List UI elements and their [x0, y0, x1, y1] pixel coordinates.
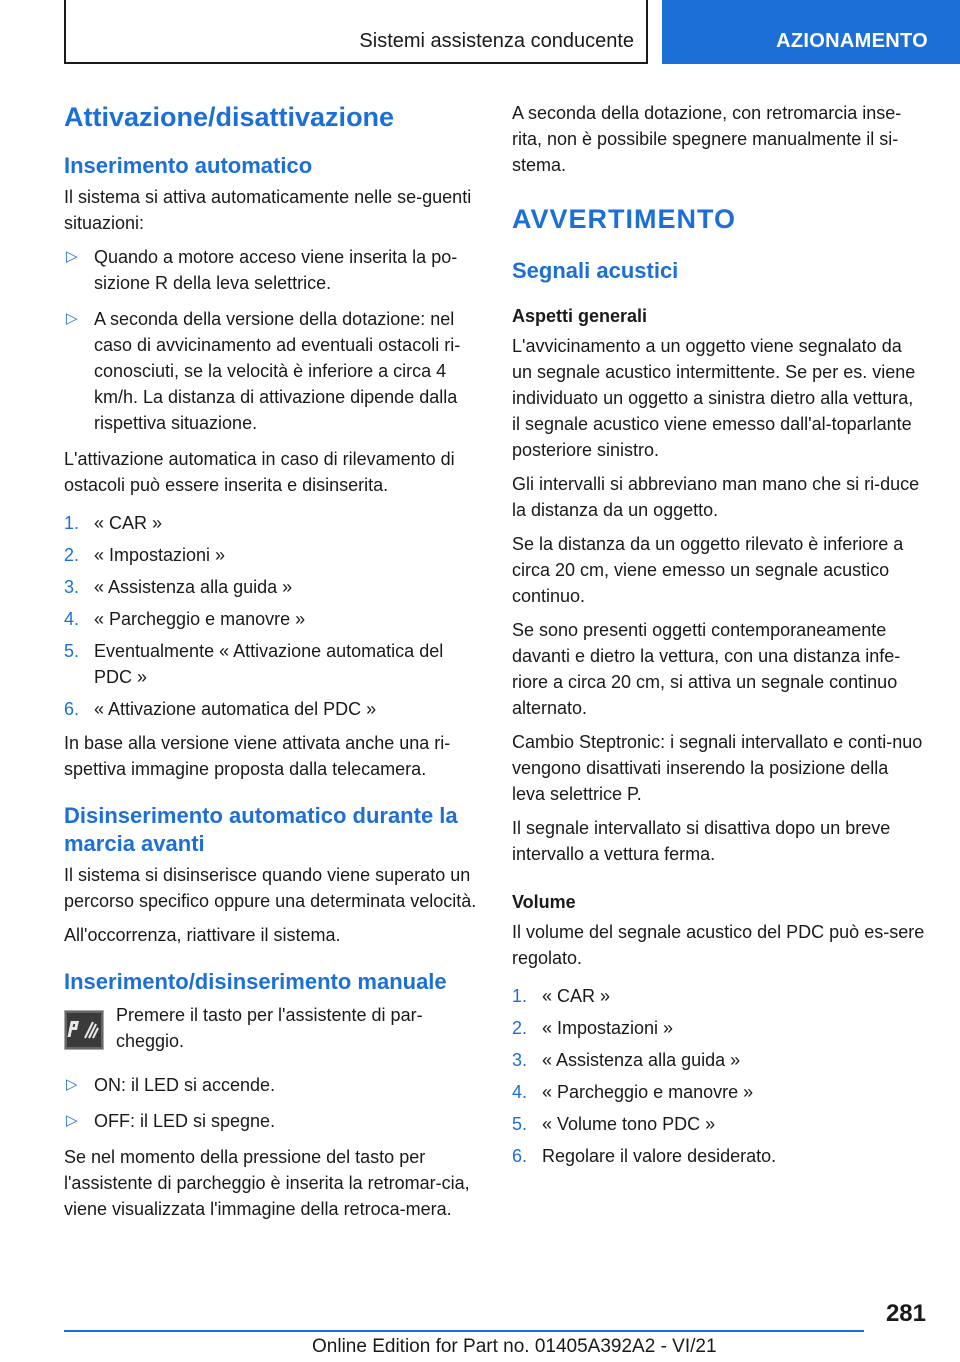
manual-heading: Inserimento/disinserimento manuale	[64, 969, 447, 994]
signals-paragraph: Se la distanza da un oggetto rilevato è inferiore a circa 20 cm, viene emesso un segnale acustico continuo.	[512, 534, 904, 606]
list-item: ▷ OFF: il LED si spegne.	[64, 1108, 478, 1134]
step-item: 3. « Assistenza alla guida »	[64, 577, 293, 597]
manual-note: Se nel momento della pressione del tasto per l'assistente di parcheggio è inserita la retromar-cia, viene visualizzata l'immagine della retroca-mera.	[64, 1147, 470, 1219]
right-column	[512, 100, 926, 1177]
step-item: 1. « CAR »	[512, 986, 611, 1006]
list-item: ▷ ON: il LED si accende.	[64, 1072, 478, 1098]
step-item: 4. « Parcheggio e manovre »	[512, 1082, 754, 1102]
step-item: 2. « Impostazioni »	[512, 1018, 674, 1038]
auto-off-heading: Disinserimento automatico durante la marcia avanti	[64, 803, 458, 856]
signals-paragraph: Cambio Steptronic: i segnali intervallato e conti-nuo vengono disattivati inserendo la posizione della leva selettrice P.	[512, 732, 923, 804]
auto-on-bullet-list	[64, 244, 478, 436]
header-chapter-tab	[662, 0, 960, 64]
auto-on-note: In base alla versione viene attivata anche una ri-spettiva immagine proposta dalla telecamera.	[64, 733, 451, 779]
general-heading: Aspetti generali	[512, 306, 648, 326]
park-assist-button-icon	[64, 1010, 104, 1050]
triangle-bullet-icon: ▷	[66, 1112, 78, 1129]
signals-paragraph: Gli intervalli si abbreviano man mano che si ri-duce la distanza da un oggetto.	[512, 474, 920, 520]
list-item: ▷ Quando a motore acceso viene inserita la po-sizione R della leva selettrice.	[64, 244, 478, 296]
header-section-box	[64, 0, 648, 64]
warning-heading: AVVERTIMENTO	[512, 204, 737, 234]
volume-heading: Volume	[512, 892, 576, 912]
step-item: 4. « Parcheggio e manovre »	[64, 609, 306, 629]
signals-heading: Segnali acustici	[512, 258, 679, 283]
step-item: 1. « CAR »	[64, 513, 163, 533]
signals-paragraph: Se sono presenti oggetti contemporaneamente davanti e dietro la vettura, con una distanza infe-riore a circa 20 cm, si attiva un segnale continuo alternato.	[512, 620, 901, 718]
step-item: 6. « Attivazione automatica del PDC »	[64, 699, 377, 719]
step-item: 5. « Volume tono PDC »	[512, 1114, 716, 1134]
volume-text: Il volume del segnale acustico del PDC può es-sere regolato.	[512, 922, 925, 968]
reverse-gear-note: A seconda della dotazione, con retromarcia inse-rita, non è possibile spegnere manualmente il si-stema.	[512, 103, 902, 175]
auto-on-heading: Inserimento automatico	[64, 153, 313, 178]
auto-on-steps	[64, 510, 478, 722]
edition-info: Online Edition for Part no. 01405A392A2 - VI/21	[312, 1336, 717, 1357]
footer-divider	[64, 1330, 864, 1332]
manual-icon-row	[64, 1002, 478, 1054]
page-number: 281	[885, 1300, 926, 1327]
auto-on-intro: Il sistema si attiva automaticamente nelle se-guenti situazioni:	[64, 187, 472, 233]
step-item: 6. Regolare il valore desiderato.	[512, 1146, 777, 1166]
signals-paragraph: Il segnale intervallato si disattiva dopo un breve intervallo a vettura ferma.	[512, 818, 891, 864]
step-item: 3. « Assistenza alla guida »	[512, 1050, 741, 1070]
triangle-bullet-icon: ▷	[66, 248, 78, 265]
triangle-bullet-icon: ▷	[66, 1076, 78, 1093]
header-section-title: Sistemi assistenza conducente	[359, 30, 634, 52]
volume-steps	[512, 983, 926, 1169]
signals-paragraph: L'avvicinamento a un oggetto viene segnalato da un segnale acustico intermittente. Se per es. viene individuato un oggetto a sinistra dietro alla vettura, il segnale acustico viene emesso dall'al-toparlante posteriore sinistro.	[512, 336, 916, 460]
auto-off-text: Il sistema si disinserisce quando viene superato un percorso specifico oppure una determinata velocità.	[64, 865, 477, 911]
step-item: 2. « Impostazioni »	[64, 545, 226, 565]
list-item: ▷ A seconda della versione della dotazione: nel caso di avvicinamento ad eventuali ostacoli ri-conosciuti, se la velocità è inferiore a circa 4 km/h. La distanza di attivazione dipende dalla rispettiva situazione.	[64, 306, 478, 436]
header-chapter-title: AZIONAMENTO	[776, 30, 928, 52]
manual-bullet-list	[64, 1072, 478, 1134]
auto-off-text-2: All'occorrenza, riattivare il sistema.	[64, 925, 341, 945]
main-title: Attivazione/disattivazione	[64, 102, 395, 132]
left-column	[64, 100, 478, 1230]
manual-icon-text: Premere il tasto per l'assistente di par-cheggio.	[116, 1005, 423, 1051]
auto-on-after-text: L'attivazione automatica in caso di rilevamento di ostacoli può essere inserita e disinserita.	[64, 449, 455, 495]
step-item: 5. Eventualmente « Attivazione automatica del PDC »	[64, 641, 444, 687]
triangle-bullet-icon: ▷	[66, 310, 78, 327]
